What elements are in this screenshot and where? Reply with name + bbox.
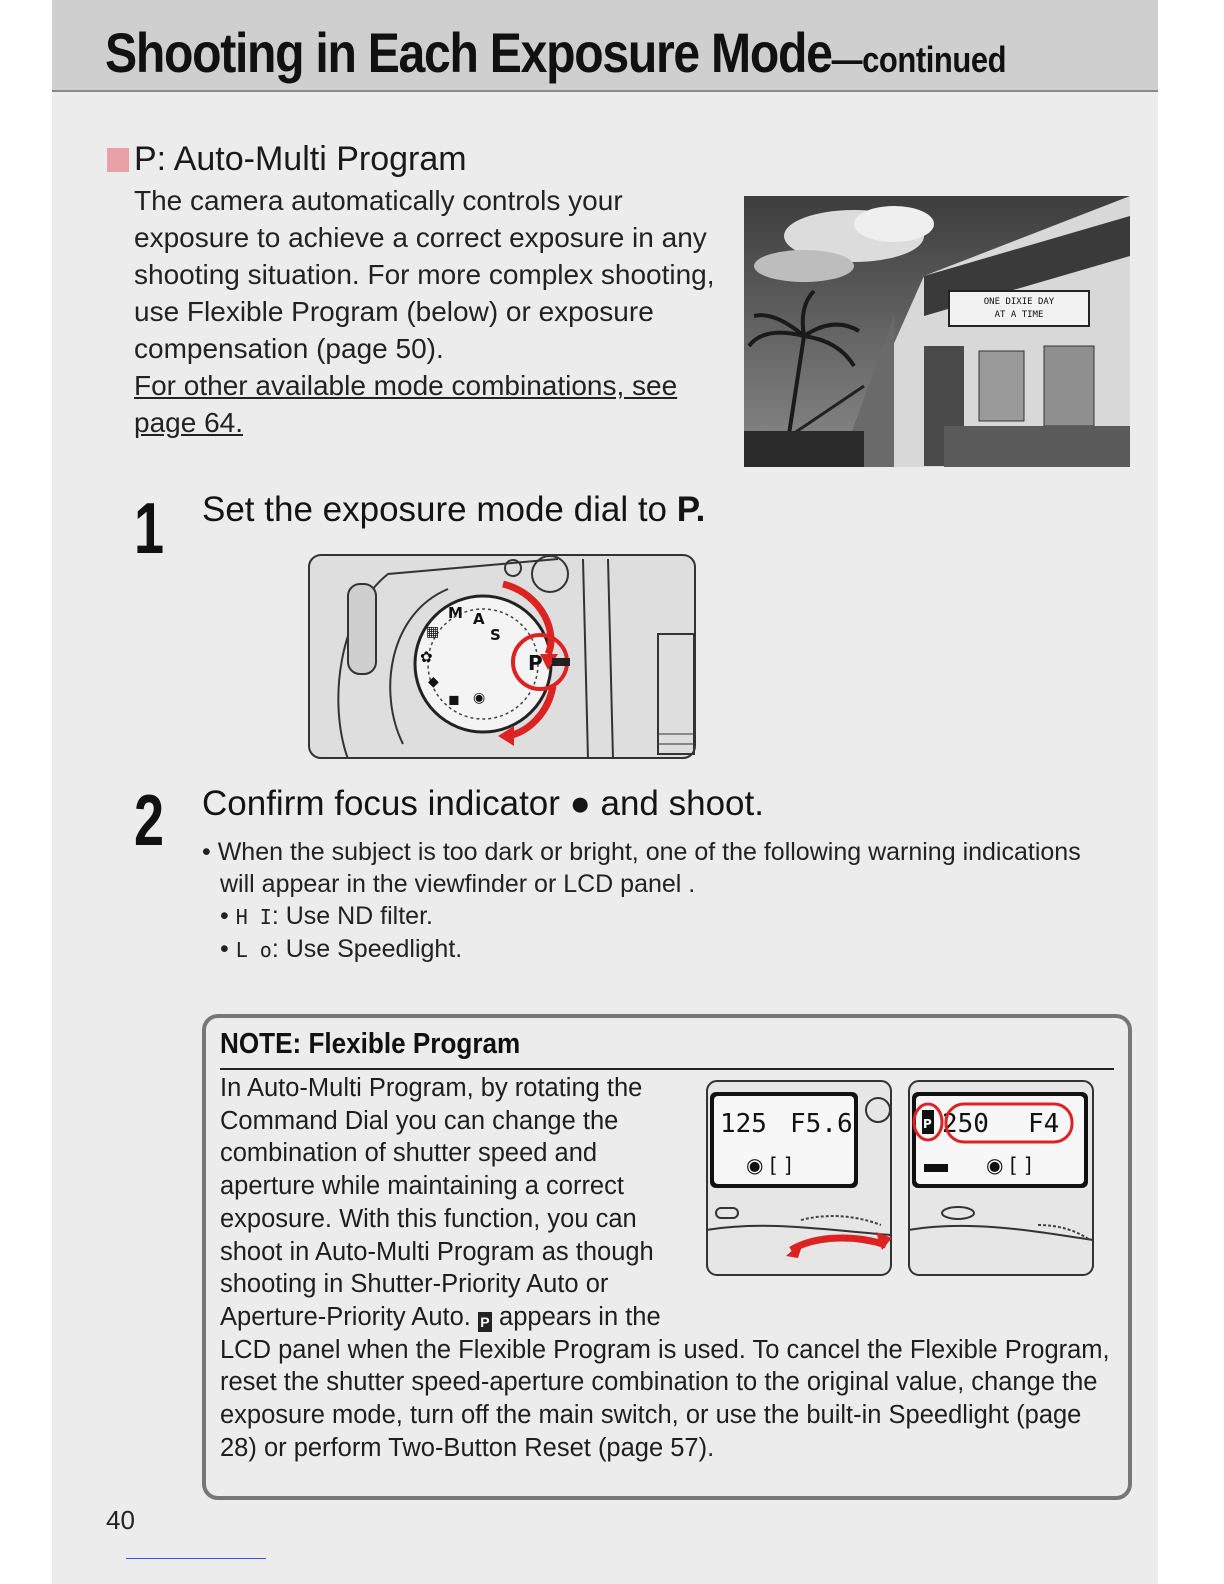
sub-bullet-hi: • H I: Use ND filter.: [220, 902, 433, 930]
note-flexible-program: [202, 1014, 1132, 1500]
lcd-panel-before: [706, 1080, 892, 1281]
sub-bullet-lo: • L o: Use Speedlight.: [220, 935, 463, 963]
step-2-bullets: [202, 836, 1082, 966]
lcd-panel-after: [908, 1080, 1094, 1281]
step-2-number: 2: [134, 781, 165, 861]
svg-text:✿: ✿: [420, 649, 433, 666]
mode-dial-illustration: [308, 554, 696, 759]
section-marker: [107, 148, 129, 172]
svg-text:S: S: [490, 626, 501, 644]
intro-link[interactable]: For other available mode combinations, see page 64.: [134, 370, 678, 438]
marquee-line-1: ONE DIXIE DAY: [983, 297, 1055, 307]
step-2-title: Confirm focus indicator ● and shoot.: [202, 784, 764, 823]
svg-text:▦: ▦: [426, 624, 440, 640]
svg-text:◉ [ ]: ◉ [ ]: [986, 1153, 1032, 1177]
dial-p-label: P: [528, 651, 543, 675]
warning-bullet: • When the subject is too dark or bright, one of the following warning indications will appear in the viewfinder or LCD panel .: [202, 838, 1081, 898]
svg-text:M: M: [448, 604, 463, 622]
marquee-line-2: AT A TIME: [994, 310, 1044, 320]
flex-program-icon: P: [478, 1312, 492, 1332]
note-body: In Auto-Multi Program, by rotating the Command Dial you can change the combination of shutter speed and aperture while maintaining a correct exposure. With this function, you can shoot in Auto-Multi Program as though shooting in Shutter-Priority Auto or Aperture-Priority Auto. P appears in the LCD panel when the Flexible Program is used. To cancel the Flexible Program, reset the shutter speed-aperture combination to the original value, change the exposure mode, turn off the main switch, or use the built-in Speedlight (page 28) or perform Two-Button Reset (page 57).: [220, 1074, 1110, 1462]
svg-text:A: A: [473, 610, 485, 628]
lcd-flex-indicator: P: [923, 1117, 932, 1131]
section-title: P: Auto-Multi Program: [134, 140, 467, 178]
svg-text:◉ [ ]: ◉ [ ]: [746, 1153, 792, 1177]
svg-text:◼: ◼: [448, 691, 460, 707]
lcd-left-shutter: 125: [720, 1109, 767, 1139]
section-intro: [134, 182, 734, 441]
page-title: Shooting in Each Exposure Mode—continued: [105, 21, 1007, 84]
lcd-left-aperture: F5.6: [790, 1109, 853, 1139]
lcd-right-aperture: F4: [1028, 1109, 1060, 1139]
svg-text:◉: ◉: [473, 689, 486, 705]
lcd-right-shutter: 250: [942, 1109, 989, 1139]
step-1-title: Set the exposure mode dial to P.: [202, 490, 706, 529]
theater-photo: [744, 196, 1130, 467]
intro-text: The camera automatically controls your exposure to achieve a correct exposure in any shooting situation. For more complex shooting, use Flexible Program (below) or exposure compensation (page 50).: [134, 185, 715, 364]
step-1-number: 1: [134, 489, 165, 569]
page-number: 40: [106, 1505, 135, 1535]
bottom-rule: [126, 1558, 266, 1559]
note-title: NOTE: Flexible Program: [220, 1028, 521, 1060]
svg-text:◆: ◆: [428, 673, 439, 689]
note-divider: [220, 1068, 1114, 1070]
